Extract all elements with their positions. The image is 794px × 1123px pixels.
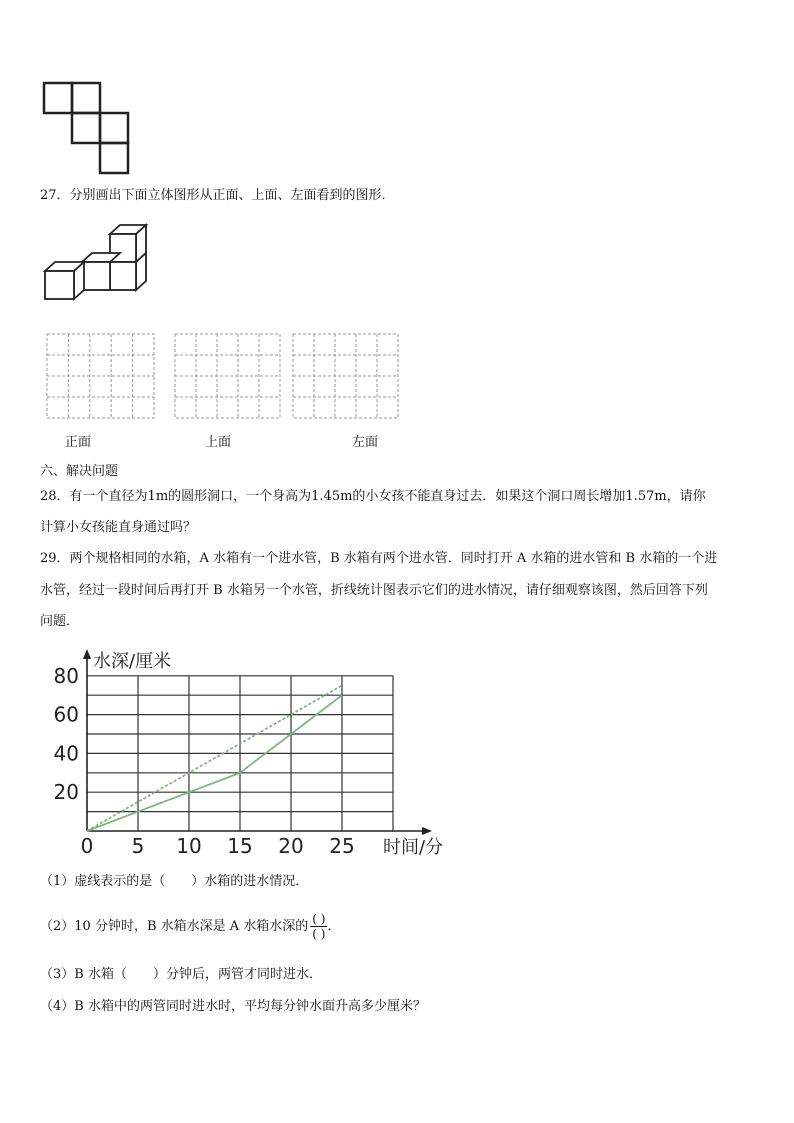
- x-tick-label: 10: [176, 834, 202, 858]
- question-29-sub2-end: ．: [327, 919, 341, 934]
- x-tick-label: 15: [227, 834, 253, 858]
- fraction-denominator: ( ): [312, 927, 326, 941]
- x-tick-label: 5: [131, 834, 145, 858]
- y-tick-label: 80: [53, 663, 79, 688]
- question-27: 27．分别画出下面立体图形从正面、上面、左面看到的图形．: [40, 188, 395, 203]
- label-front-view: 正面: [65, 435, 92, 450]
- x-tick-label: 20: [278, 834, 304, 858]
- cube-solid-figure: [40, 222, 155, 307]
- question-28-line2: 计算小女孩能直身通过吗？: [40, 520, 197, 535]
- dashed-series-line: [87, 686, 342, 832]
- y-tick-label: 60: [53, 702, 79, 727]
- question-29-line1: 29．两个规格相同的水箱，A 水箱有一个进水管，B 水箱有两个进水管．同时打开 A 水箱的进水管和 B 水箱的一个进: [40, 551, 718, 566]
- question-29-sub4: （4）B 水箱中的两管同时进水时，平均每分钟水面升高多少厘米？: [40, 999, 426, 1014]
- y-axis-arrow: [83, 649, 91, 659]
- x-axis-title: 时间/分: [383, 837, 444, 858]
- cube-net-figure: [40, 80, 140, 175]
- y-tick-label: 20: [53, 780, 79, 805]
- solid-series-line: [87, 695, 342, 831]
- question-28-line1: 28．有一个直径为1m的圆形洞口，一个身高为1.45m的小女孩不能直身过去．如果这个洞口周长增加1.57m，请你: [40, 489, 706, 504]
- question-29-sub2-text: （2）10 分钟时，B 水箱水深是 A 水箱水深的: [40, 919, 309, 934]
- question-29-line3: 问题．: [40, 614, 80, 629]
- question-29-line2: 水管，经过一段时间后再打开 B 水箱另一个水管，折线统计图表示它们的进水情况，请仔细观察该图，然后回答下列: [40, 583, 708, 598]
- left-view-grid[interactable]: [291, 332, 401, 420]
- label-left-view: 左面: [352, 435, 379, 450]
- front-view-grid[interactable]: [45, 332, 157, 420]
- question-29-sub3: （3）B 水箱（ ）分钟后，两管才同时进水．: [40, 967, 322, 982]
- label-top-view: 上面: [205, 435, 232, 450]
- question-29-sub2: [40, 912, 341, 942]
- x-tick-label: 25: [329, 834, 355, 858]
- top-view-grid[interactable]: [173, 332, 283, 420]
- question-29-sub1: （1）虚线表示的是（ ）水箱的进水情况．: [40, 874, 309, 889]
- y-axis-title: 水深/厘米: [93, 651, 172, 672]
- y-tick-label: 40: [53, 741, 79, 766]
- x-tick-label: 0: [80, 834, 94, 858]
- x-axis-arrow: [422, 827, 432, 835]
- answer-fraction[interactable]: [310, 912, 327, 941]
- water-depth-line-chart: [40, 645, 470, 860]
- fraction-numerator: ( ): [312, 912, 326, 926]
- section-6-title: 六、解决问题: [40, 464, 119, 479]
